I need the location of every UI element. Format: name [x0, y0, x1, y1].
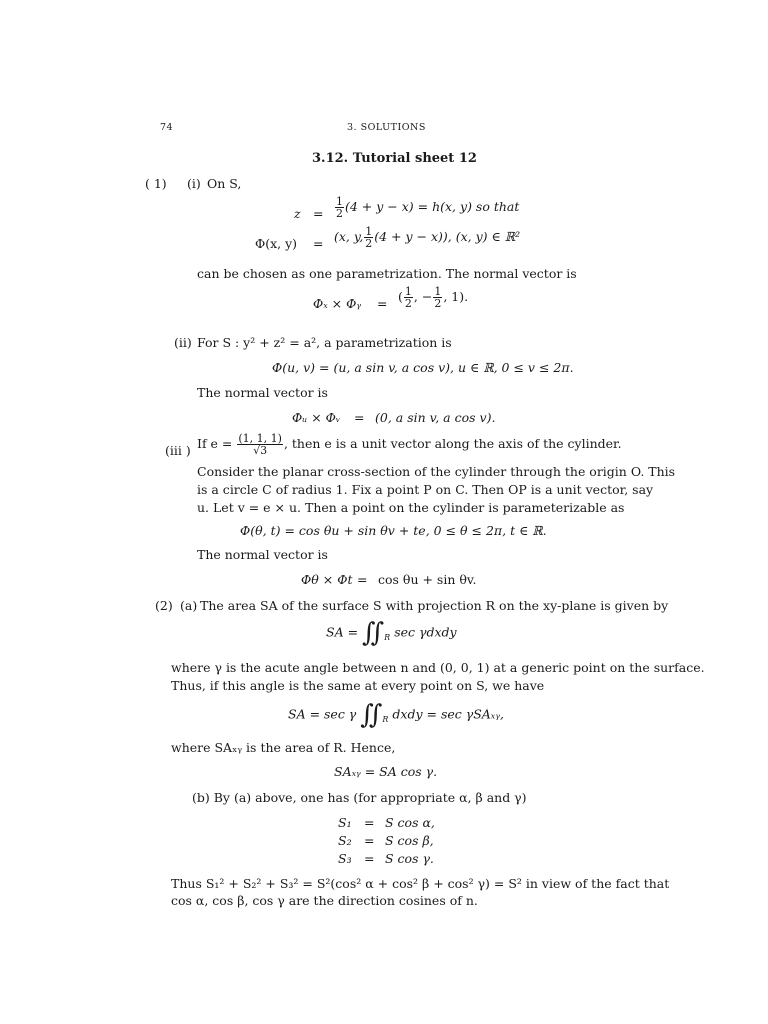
- integral-region: R: [384, 633, 391, 642]
- running-head: 3. SOLUTIONS: [347, 122, 426, 133]
- sys-rel-2: =: [364, 833, 375, 848]
- eq1-rhs-text: (4 + y − x) = h(x, y) so that: [345, 199, 520, 214]
- fraction-denominator: 2: [434, 297, 442, 310]
- fraction-denominator: 2: [365, 237, 373, 250]
- sys-rel-3: =: [364, 851, 375, 866]
- part-iii-line3: is a circle C of radius 1. Fix a point P on C. Then OP is a unit vector, say: [197, 482, 654, 497]
- part-iii-text: The normal vector is: [197, 547, 328, 562]
- iii-if: If e =: [197, 436, 233, 451]
- eq3-end: , 1).: [443, 289, 469, 304]
- sa-eq2-lhs: SA = sec γ: [288, 706, 357, 722]
- sys-rel-1: =: [364, 815, 375, 830]
- half-fraction: [404, 286, 413, 309]
- problem-2-label: (2): [155, 598, 173, 613]
- final-line-2: cos α, cos β, cos γ are the direction cosines of n.: [171, 893, 478, 908]
- part-iii-label: (iii ): [165, 443, 191, 458]
- eq2-lhs: Φ(x, y): [255, 236, 298, 251]
- eq2-rhs-a: (x, y,: [334, 229, 364, 244]
- eq3-lhs: Φₓ × Φᵧ: [313, 296, 362, 311]
- part-a-line1: The area SA of the surface S with projection R on the xy-plane is given by: [200, 598, 669, 613]
- part-i-text: can be chosen as one parametrization. The normal vector is: [197, 266, 577, 281]
- fraction-denominator: 2: [336, 207, 343, 220]
- sa-eq2-rhs: dxdy = sec γSAₓᵧ,: [392, 706, 504, 722]
- half-fraction: [433, 286, 442, 309]
- unit-vector-fraction: [237, 433, 283, 456]
- eq1-rhs: [334, 196, 519, 219]
- fraction-numerator: (1, 1, 1): [238, 432, 282, 445]
- part-ii-eq2-lhs: Φᵤ × Φᵥ: [292, 410, 341, 425]
- sa-equation-2: [288, 700, 504, 730]
- fraction-numerator: 1: [365, 225, 373, 238]
- fraction-numerator: 1: [336, 195, 343, 208]
- eq2-rhs: [334, 226, 520, 249]
- double-integral-icon: ∬: [360, 700, 383, 730]
- sys-lhs-2: S₂: [338, 833, 352, 848]
- sys-lhs-1: S₁: [338, 815, 352, 830]
- part-iii-eq2-rhs: cos θu + sin θv.: [378, 572, 477, 587]
- eq3-rel: =: [377, 296, 388, 311]
- part-ii-label: (ii): [174, 335, 192, 350]
- eq1-rel: =: [313, 206, 324, 221]
- half-fraction: [364, 226, 373, 249]
- double-integral-icon: ∬: [362, 618, 385, 648]
- part-iii-line2: Consider the planar cross-section of the cylinder through the origin O. This: [197, 464, 676, 479]
- part-iii-eq2-rel: =: [357, 572, 368, 587]
- part-i-intro: On S,: [207, 176, 242, 191]
- eq3-paren: (: [398, 289, 403, 304]
- part-iii-line1: [197, 433, 622, 456]
- final-line-1: Thus S₁² + S₂² + S₃² = S²(cos² α + cos² β + cos² γ) = S² in view of the fact that: [171, 876, 670, 891]
- half-fraction: [335, 196, 344, 219]
- sys-lhs-3: S₃: [338, 851, 352, 866]
- fraction-denominator: √3: [253, 444, 268, 457]
- part-a-line4: where SAₓᵧ is the area of R. Hence,: [171, 740, 396, 755]
- sa-equation: [326, 618, 457, 648]
- sys-rhs-2: S cos β,: [385, 833, 434, 848]
- iii-after: , then e is a unit vector along the axis of the cylinder.: [283, 436, 622, 451]
- eq2-rhs-b: (4 + y − x)), (x, y) ∈ ℝ²: [374, 229, 521, 244]
- part-b-line: (b) By (a) above, one has (for appropriate α, β and γ): [192, 790, 527, 805]
- part-iii-eq: Φ(θ, t) = cos θu + sin θv + te, 0 ≤ θ ≤ 2π, t ∈ ℝ.: [240, 523, 547, 538]
- eq3-sep: , −: [413, 289, 433, 304]
- part-ii-eq: Φ(u, v) = (u, a sin v, a cos v), u ∈ ℝ, 0 ≤ v ≤ 2π.: [272, 360, 574, 375]
- part-ii-eq2-rhs: (0, a sin v, a cos v).: [375, 410, 496, 425]
- eq2-rel: =: [313, 236, 324, 251]
- part-i-label: (i): [187, 176, 201, 191]
- fraction-numerator: 1: [434, 285, 442, 298]
- part-a-label: (a): [180, 598, 198, 613]
- part-ii-text: The normal vector is: [197, 385, 328, 400]
- fraction-numerator: 1: [404, 285, 412, 298]
- part-iii-eq2-lhs: Φθ × Φt: [301, 572, 353, 587]
- part-ii-intro: For S : y² + z² = a², a parametrization is: [197, 335, 452, 350]
- page-number: 74: [160, 122, 174, 133]
- integral-region: R: [382, 715, 389, 724]
- fraction-denominator: 2: [404, 297, 412, 310]
- part-a-line3: Thus, if this angle is the same at every point on S, we have: [171, 678, 545, 693]
- sa-xy-equation: SAₓᵧ = SA cos γ.: [334, 764, 438, 779]
- sa-eq-rhs: sec γdxdy: [394, 624, 457, 640]
- sa-eq-lhs: SA =: [326, 624, 359, 640]
- problem-1-label: ( 1): [145, 176, 167, 191]
- section-title: 3.12. Tutorial sheet 12: [312, 151, 477, 166]
- sys-rhs-3: S cos γ.: [385, 851, 434, 866]
- part-a-line2: where γ is the acute angle between n and (0, 0, 1) at a generic point on the surface.: [171, 660, 705, 675]
- eq1-lhs: z: [294, 206, 301, 221]
- eq3-rhs: [398, 286, 468, 309]
- sys-rhs-1: S cos α,: [385, 815, 435, 830]
- part-iii-line4: u. Let v = e × u. Then a point on the cylinder is parameterizable as: [197, 500, 625, 515]
- part-ii-eq2-rel: =: [354, 410, 365, 425]
